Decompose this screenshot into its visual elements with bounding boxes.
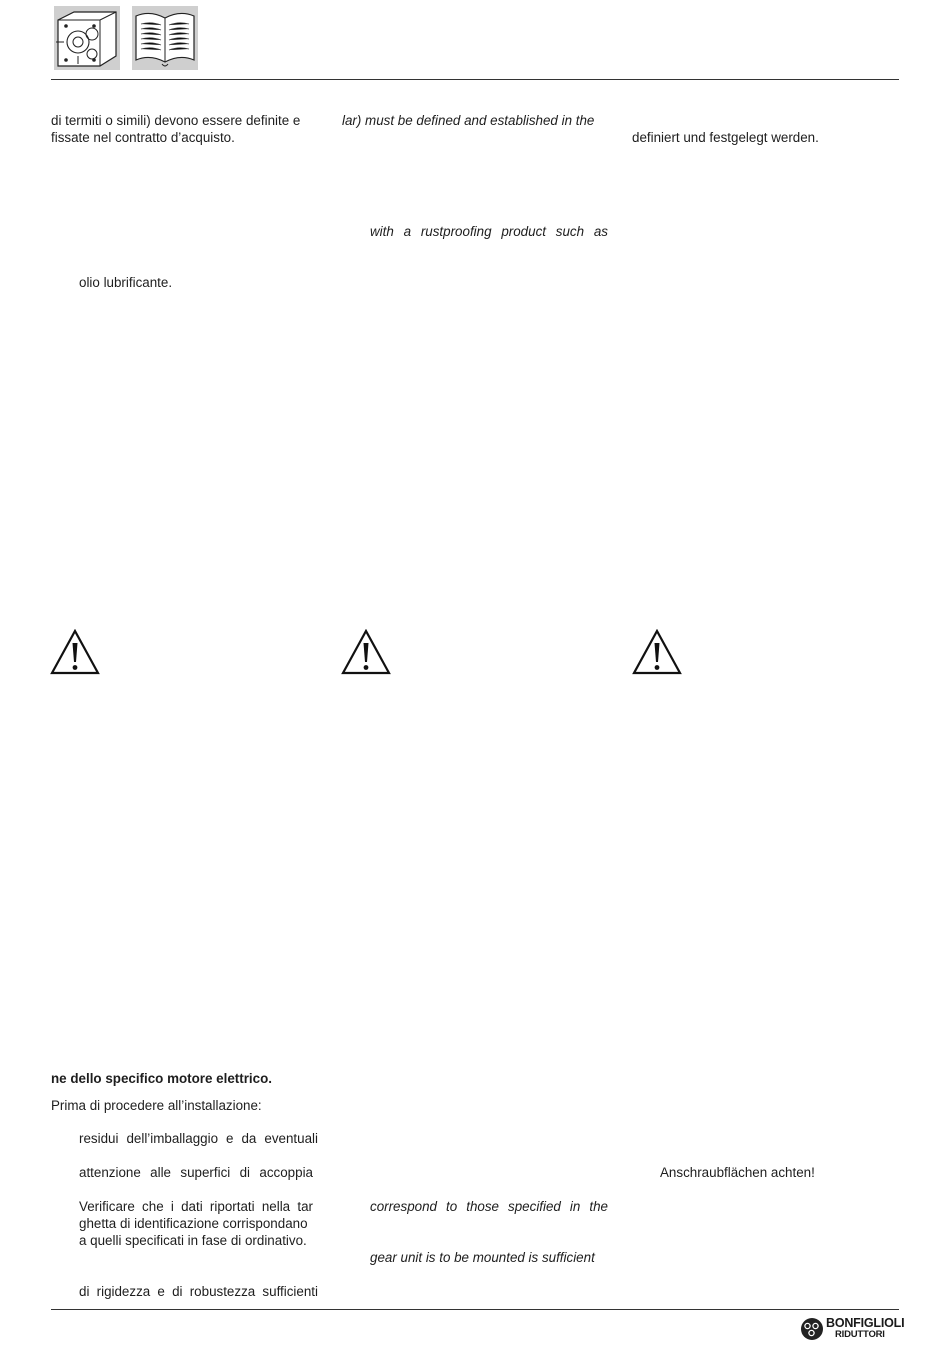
it-bullet1: residui dell’imballaggio e da eventuali <box>79 1131 318 1146</box>
it-bullet4: di rigidezza e di robustezza sufficienti <box>79 1284 318 1299</box>
warning-triangle-icon <box>341 629 391 675</box>
de-para2: Anschraubflächen achten! <box>660 1165 815 1180</box>
brand-subname: RIDUTTORI <box>835 1329 885 1340</box>
brand-name: BONFIGLIOLI <box>826 1316 905 1330</box>
it-bullet3-line1: Verificare che i dati riportati nella tar <box>79 1199 313 1214</box>
warning-triangle-icon <box>632 629 682 675</box>
manual-book-icon <box>132 6 198 70</box>
en-para4: gear unit is to be mounted is sufficient <box>370 1250 595 1265</box>
de-para1: definiert und festgelegt werden. <box>632 130 819 145</box>
it-intro: Prima di procedere all’installazione: <box>51 1098 262 1113</box>
it-para1-line2: fissate nel contratto d’acquisto. <box>51 130 235 145</box>
en-para3: correspond to those specified in the <box>370 1199 608 1214</box>
it-bullet2: attenzione alle superfici di accoppia <box>79 1165 313 1180</box>
en-para2: with a rustproofing product such as <box>370 224 608 239</box>
bonfiglioli-logo-mark-icon <box>800 1317 824 1341</box>
header-rule <box>51 79 899 80</box>
bonfiglioli-logo <box>800 1316 905 1342</box>
gear-unit-icon <box>54 6 120 70</box>
footer-rule <box>51 1309 899 1310</box>
it-section-heading: ne dello specifico motore elettrico. <box>51 1071 272 1086</box>
it-bullet3-line3: a quelli specificati in fase di ordinativo. <box>79 1233 307 1248</box>
it-para2: olio lubrificante. <box>79 275 173 290</box>
it-bullet3-line2: ghetta di identificazione corrispondano <box>79 1216 308 1231</box>
warning-triangle-icon <box>50 629 100 675</box>
en-para1: lar) must be defined and established in the <box>342 113 595 128</box>
it-para1-line1: di termiti o simili) devono essere definite e <box>51 113 301 128</box>
